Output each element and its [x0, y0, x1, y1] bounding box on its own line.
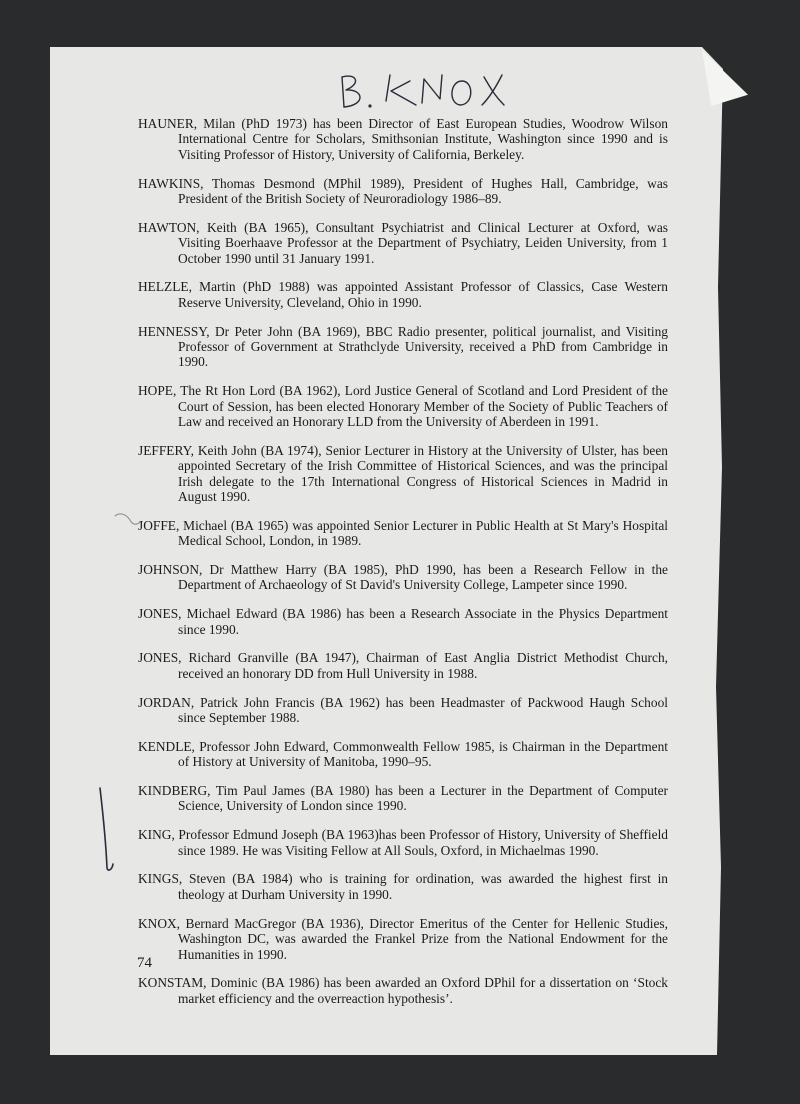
entry-jones-richard: JONES, Richard Granville (BA 1947), Chairman of East Anglia District Methodist Church, received an honorary DD from Hull University in 1988. — [138, 650, 668, 681]
entry-hope: HOPE, The Rt Hon Lord (BA 1962), Lord Justice General of Scotland and Lord President of the Court of Session, has been elected Honorary Member of the Society of Public Teachers of Law and received an Honorary LLD from the University of Aberdeen in 1991. — [138, 383, 668, 430]
entry-kings: KINGS, Steven (BA 1984) who is training for ordination, was awarded the highest first in theology at Durham University in 1990. — [138, 871, 668, 902]
entry-knox: KNOX, Bernard MacGregor (BA 1936), Director Emeritus of the Center for Hellenic Studies, Washington DC, was awarded the Frankel Prize from the National Endowment for the Humanities in 1990. — [138, 915, 668, 962]
entry-king: KING, Professor Edmund Joseph (BA 1963)has been Professor of History, University of Sheffield since 1989. He was Visiting Fellow at All Souls, Oxford, in Michaelmas 1990. — [138, 827, 668, 858]
entry-kindberg: KINDBERG, Tim Paul James (BA 1980) has been a Lecturer in the Department of Computer Science, University of London since 1990. — [138, 783, 668, 814]
entry-jeffery: JEFFERY, Keith John (BA 1974), Senior Lecturer in History at the University of Ulster, has been appointed Secretary of the Irish Committee of Historical Sciences, and was the principal Irish delegate to the 17th International Congress of Historical Sciences in Madrid in August 1990. — [138, 442, 668, 505]
entry-hauner: HAUNER, Milan (PhD 1973) has been Director of East European Studies, Woodrow Wilson International Centre for Scholars, Smithsonian Institute, Washington since 1990 and is Visiting Professor of History, University of California, Berkeley. — [138, 116, 668, 162]
entry-hennessy: HENNESSY, Dr Peter John (BA 1969), BBC Radio presenter, political journalist, and Visiting Professor of Government at Strathclyde University, received a PhD from Cambridge in 1990. — [138, 323, 668, 370]
entry-joffe: JOFFE, Michael (BA 1965) was appointed Senior Lecturer in Public Health at St Mary's Hospital Medical School, London, in 1989. — [138, 517, 668, 549]
page-number: 74 — [137, 955, 152, 971]
entry-hawton: HAWTON, Keith (BA 1965), Consultant Psychiatrist and Clinical Lecturer at Oxford, was Visiting Boerhaave Professor at the Department of Psychiatry, Leiden University, from 1 October 1990 until 31 January 1991. — [138, 219, 668, 266]
margin-bracket-mark — [94, 784, 118, 876]
alumni-news-list — [138, 116, 668, 1010]
entry-jordan: JORDAN, Patrick John Francis (BA 1962) has been Headmaster of Packwood Haugh School since September 1988. — [138, 694, 668, 726]
entry-johnson: JOHNSON, Dr Matthew Harry (BA 1985), PhD 1990, has been a Research Fellow in the Department of Archaeology of St David's University College, Lampeter since 1990. — [138, 562, 668, 593]
entry-hawkins: HAWKINS, Thomas Desmond (MPhil 1989), President of Hughes Hall, Cambridge, was President of the British Society of Neuroradiology 1986–89. — [138, 175, 668, 207]
entry-kendle: KENDLE, Professor John Edward, Commonwealth Fellow 1985, is Chairman in the Department of History at University of Manitoba, 1990–95. — [138, 738, 668, 770]
entry-jones-michael: JONES, Michael Edward (BA 1986) has been a Research Associate in the Physics Department since 1990. — [138, 606, 668, 637]
handwritten-annotation — [336, 69, 512, 113]
entry-konstam: KONSTAM, Dominic (BA 1986) has been awarded an Oxford DPhil for a dissertation on ‘Stock market efficiency and the overreaction hypothesis’. — [138, 975, 668, 1006]
entry-helzle: HELZLE, Martin (PhD 1988) was appointed Assistant Professor of Classics, Case Western Reserve University, Cleveland, Ohio in 1990. — [138, 279, 668, 310]
